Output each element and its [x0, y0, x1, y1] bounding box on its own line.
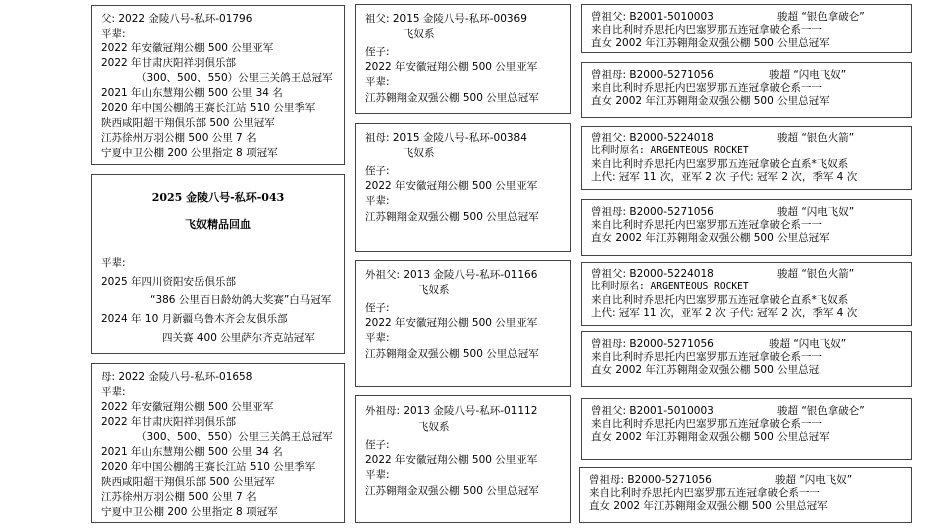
great-grandparent-line: 比利时原名: ARGENTEOUS ROCKET [591, 145, 749, 156]
grandparent-section: 侄子: [365, 165, 390, 177]
great-grandparent-line: 上代: 冠军 11 次，亚军 2 次 子代: 冠军 2 次，季军 4 次 [591, 307, 858, 319]
great-grandparent-line: 来自比利时乔思托内巴塞罗那五连冠拿破仑系一一 [591, 418, 822, 430]
main-bird-title: 2025 金陵八号-私环-043 [151, 191, 285, 204]
great-grandparent-title: 曾祖父: B2000-5224018 [591, 268, 714, 280]
great-grandparent-card [581, 4, 912, 53]
grandparent-line: 飞奴系 [418, 421, 450, 433]
grandparent-line: 江苏翱翔金双强公棚 500 公里总冠军 [365, 211, 539, 223]
mother-line: 江苏徐州万羽公棚 500 公里 7 名 [101, 491, 257, 503]
grandparent-title: 外祖父: 2013 金陵八号-私环-01166 [365, 269, 538, 281]
grandparent-section: 平辈: [365, 332, 390, 344]
great-grandparent-line: 来自比利时乔思托内巴塞罗那五连冠拿破仑系一一 [589, 487, 820, 499]
grandparent-line: 2022 年安徽冠翔公棚 500 公里亚军 [365, 61, 538, 73]
grandparent-card [355, 395, 571, 523]
main-section-label: 平辈: [101, 257, 126, 269]
great-grandparent-line: 直女 2002 年江苏翱翔金双强公棚 500 公里总冠军 [591, 37, 830, 49]
grandparent-section: 平辈: [365, 76, 390, 88]
father-line: 宁夏中卫公棚 200 公里指定 8 项冠军 [101, 147, 278, 159]
grandparent-line: 江苏翱翔金双强公棚 500 公里总冠军 [365, 485, 539, 497]
main-line: 2024 年 10 月新疆乌鲁木齐会友俱乐部 [101, 313, 288, 325]
father-line: 2020 年中国公棚鸽王赛长江站 510 公里季军 [101, 102, 316, 114]
great-grandparent-name: 骏超 “闪电飞奴” [777, 206, 855, 218]
grandparent-line: 江苏翱翔金双强公棚 500 公里总冠军 [365, 92, 539, 104]
grandparent-section: 侄子: [365, 439, 390, 451]
father-line: 2022 年甘肃庆阳祥羽俱乐部 [101, 57, 237, 69]
grandparent-line: 飞奴系 [403, 28, 435, 40]
grandparent-section: 侄子: [365, 46, 390, 58]
mother-line: 2022 年安徽冠翔公棚 500 公里亚军 [101, 401, 274, 413]
grandparent-line: 2022 年安徽冠翔公棚 500 公里亚军 [365, 180, 538, 192]
grandparent-card [355, 260, 571, 387]
great-grandparent-line: 直女 2002 年江苏翱翔金双强公棚 500 公里总冠军 [591, 431, 830, 443]
great-grandparent-line: 直女 2002 年江苏翱翔金双强公棚 500 公里总冠 [591, 364, 820, 376]
great-grandparent-line: 上代: 冠军 11 次，亚军 2 次 子代: 冠军 2 次，季军 4 次 [591, 171, 858, 183]
great-grandparent-line: 直女 2002 年江苏翱翔金双强公棚 500 公里总冠军 [591, 232, 830, 244]
grandparent-line: 2022 年安徽冠翔公棚 500 公里亚军 [365, 317, 538, 329]
great-grandparent-name: 骏超 “银色火箭” [777, 132, 855, 144]
mother-section-label: 平辈: [101, 386, 126, 398]
great-grandparent-card [581, 126, 912, 190]
great-grandparent-title: 曾祖母: B2000-5271056 [589, 474, 712, 486]
grandparent-line: 飞奴系 [418, 284, 450, 296]
mother-line: 陕西咸阳超干翔俱乐部 500 公里冠军 [101, 476, 275, 488]
father-line: 2021 年山东慧翔公棚 500 公里 34 名 [101, 87, 283, 99]
mother-line: 2021 年山东慧翔公棚 500 公里 34 名 [101, 446, 283, 458]
great-grandparent-card [581, 62, 912, 118]
great-grandparent-line: 来自比利时乔思托内巴塞罗那五连冠拿破仑系一一 [591, 351, 822, 363]
great-grandparent-title: 曾祖父: B2000-5224018 [591, 132, 714, 144]
great-grandparent-title: 曾祖母: B2000-5271056 [591, 338, 714, 350]
great-grandparent-line: 来自比利时乔思托内巴塞罗那五连冠拿破仑直系*飞奴系 [591, 158, 849, 170]
father-line: （300、500、550）公里三关鸽王总冠军 [136, 72, 333, 84]
grandparent-section: 平辈: [365, 195, 390, 207]
grandparent-line: 飞奴系 [403, 147, 435, 159]
father-card [91, 5, 345, 165]
great-grandparent-line: 直女 2002 年江苏翱翔金双强公棚 500 公里总冠军 [591, 95, 830, 107]
mother-line: 2020 年中国公棚鸽王赛长江站 510 公里季军 [101, 461, 316, 473]
great-grandparent-line: 比利时原名: ARGENTEOUS ROCKET [591, 281, 749, 292]
great-grandparent-line: 来自比利时乔思托内巴塞罗那五连冠拿破仑系一一 [591, 219, 822, 231]
mother-line: 宁夏中卫公棚 200 公里指定 8 项冠军 [101, 506, 278, 518]
grandparent-title: 祖父: 2015 金陵八号-私环-00369 [365, 13, 527, 25]
great-grandparent-name: 骏超 “银色拿破仑” [777, 405, 865, 417]
great-grandparent-name: 骏超 “银色拿破仑” [777, 11, 865, 23]
great-grandparent-title: 曾祖父: B2001-5010003 [591, 405, 714, 417]
great-grandparent-title: 曾祖母: B2000-5271056 [591, 69, 714, 81]
great-grandparent-title: 曾祖母: B2000-5271056 [591, 206, 714, 218]
great-grandparent-card [581, 398, 912, 460]
father-line: 陕西咸阳超干翔俱乐部 500 公里冠军 [101, 117, 275, 129]
great-grandparent-line: 来自比利时乔思托内巴塞罗那五连冠拿破仑系一一 [591, 24, 822, 36]
great-grandparent-card [579, 467, 912, 523]
grandparent-line: 江苏翱翔金双强公棚 500 公里总冠军 [365, 348, 539, 360]
great-grandparent-card [581, 262, 912, 326]
mother-line: 2022 年甘肃庆阳祥羽俱乐部 [101, 416, 237, 428]
mother-line: （300、500、550）公里三关鸽王总冠军 [136, 431, 333, 443]
great-grandparent-name: 骏超 “闪电飞奴” [769, 69, 847, 81]
main-line: 2025 年四川资阳安岳俱乐部 [101, 276, 237, 288]
father-line: 江苏徐州万羽公棚 500 公里 7 名 [101, 132, 257, 144]
great-grandparent-name: 骏超 “银色火箭” [777, 268, 855, 280]
grandparent-card [355, 123, 571, 252]
great-grandparent-title: 曾祖父: B2001-5010003 [591, 11, 714, 23]
father-section-label: 平辈: [101, 28, 126, 40]
grandparent-section: 平辈: [365, 469, 390, 481]
great-grandparent-card [581, 331, 912, 387]
grandparent-title: 外祖母: 2013 金陵八号-私环-01112 [365, 405, 538, 417]
grandparent-line: 2022 年安徽冠翔公棚 500 公里亚军 [365, 454, 538, 466]
great-grandparent-name: 骏超 “闪电飞奴” [769, 338, 847, 350]
grandparent-section: 侄子: [365, 302, 390, 314]
mother-title: 母: 2022 金陵八号-私环-01658 [101, 371, 253, 383]
grandparent-title: 祖母: 2015 金陵八号-私环-00384 [365, 132, 527, 144]
father-title: 父: 2022 金陵八号-私环-01796 [101, 13, 253, 25]
father-line: 2022 年安徽冠翔公棚 500 公里亚军 [101, 42, 274, 54]
great-grandparent-line: 来自比利时乔思托内巴塞罗那五连冠拿破仑系一一 [591, 82, 822, 94]
main-line: 四关赛 400 公里萨尔齐克站冠军 [162, 332, 315, 344]
great-grandparent-line: 来自比利时乔思托内巴塞罗那五连冠拿破仑直系*飞奴系 [591, 294, 849, 306]
main-bird-subtitle: 飞奴精品回血 [185, 218, 251, 231]
great-grandparent-card [581, 199, 912, 256]
main-bird-card [91, 174, 345, 354]
great-grandparent-name: 骏超 “闪电飞奴” [775, 474, 853, 486]
mother-card [91, 363, 345, 523]
grandparent-card [355, 4, 571, 114]
main-line: “386 公里百日龄幼鸽大奖赛”白马冠军 [150, 294, 332, 306]
great-grandparent-line: 直女 2002 年江苏翱翔金双强公棚 500 公里总冠军 [589, 500, 828, 512]
